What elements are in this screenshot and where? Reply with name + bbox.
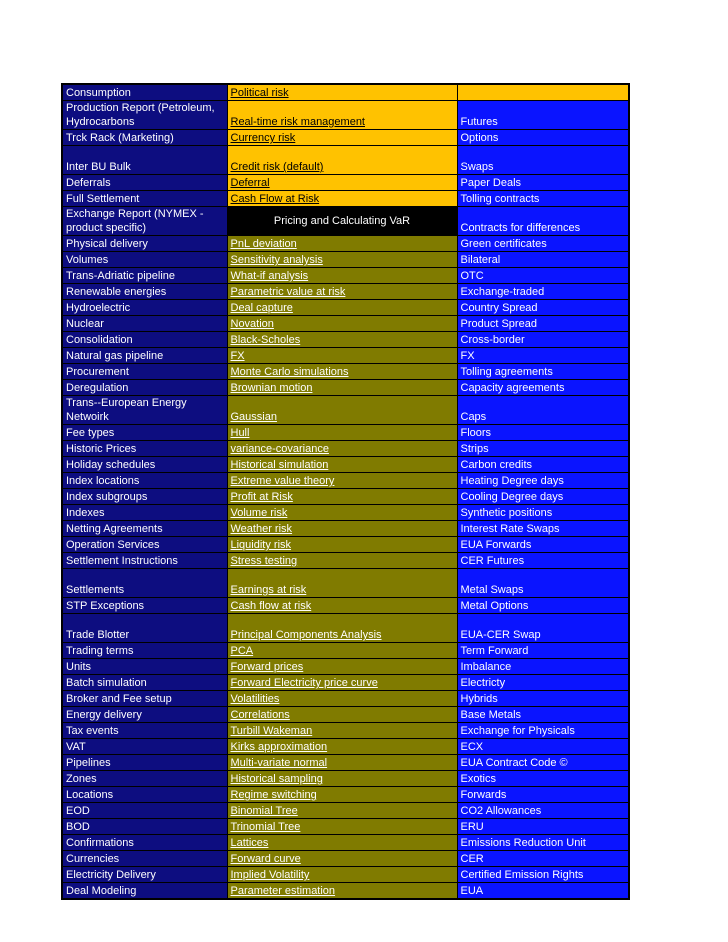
cell-col-a: Energy delivery [62,707,227,723]
cell-col-c: Metal Swaps [457,569,629,598]
cell-col-c: Synthetic positions [457,505,629,521]
cell-col-c: Swaps [457,146,629,175]
cell-col-a: Deal Modeling [62,883,227,900]
table-row [62,787,629,803]
cell-col-c: OTC [457,268,629,284]
cell-col-b: Forward Electricity price curve [227,675,457,691]
cell-col-c: Bilateral [457,252,629,268]
cell-col-c: Capacity agreements [457,380,629,396]
cell-col-b: Deal capture [227,300,457,316]
cell-col-b: Cash flow at risk [227,598,457,614]
cell-col-c [457,84,629,101]
cell-col-c: Carbon credits [457,457,629,473]
cell-col-b: Gaussian [227,396,457,425]
cell-col-a: Exchange Report (NYMEX - product specific) [62,207,227,236]
table-row [62,316,629,332]
table-row [62,364,629,380]
cell-col-b: Monte Carlo simulations [227,364,457,380]
table-row [62,553,629,569]
cell-col-b: Political risk [227,84,457,101]
table-row [62,867,629,883]
table-row [62,425,629,441]
table-row [62,101,629,130]
cell-col-a: Index locations [62,473,227,489]
cell-col-b: PCA [227,643,457,659]
table-row [62,268,629,284]
cell-col-a: Inter BU Bulk [62,146,227,175]
cell-col-b: Liquidity risk [227,537,457,553]
cell-col-b: Stress testing [227,553,457,569]
cell-col-a: Batch simulation [62,675,227,691]
cell-col-b: Correlations [227,707,457,723]
cell-col-c: Exotics [457,771,629,787]
cell-col-b: Deferral [227,175,457,191]
table-row [62,707,629,723]
cell-col-c: Imbalance [457,659,629,675]
cell-col-c: ECX [457,739,629,755]
cell-col-c: Cooling Degree days [457,489,629,505]
header-cell: Pricing and Calculating VaR [227,207,457,236]
cell-col-b: Forward curve [227,851,457,867]
cell-col-b: Novation [227,316,457,332]
table-row [62,659,629,675]
cell-col-a: Nuclear [62,316,227,332]
table-row [62,175,629,191]
table-row [62,380,629,396]
cell-col-c: Product Spread [457,316,629,332]
cell-col-b: Forward prices [227,659,457,675]
cell-col-c: Strips [457,441,629,457]
cell-col-c: CO2 Allowances [457,803,629,819]
cell-col-b: FX [227,348,457,364]
cell-col-c: EUA Contract Code © [457,755,629,771]
table-row [62,300,629,316]
table-row [62,473,629,489]
cell-col-b: Brownian motion [227,380,457,396]
cell-col-a: Physical delivery [62,236,227,252]
cell-col-c: Paper Deals [457,175,629,191]
cell-col-a: Renewable energies [62,284,227,300]
table-row [62,521,629,537]
cell-col-a: Consumption [62,84,227,101]
table-row [62,457,629,473]
cell-col-c: EUA [457,883,629,900]
cell-col-a: Settlements [62,569,227,598]
cell-col-b: Trinomial Tree [227,819,457,835]
cell-col-a: Natural gas pipeline [62,348,227,364]
cell-col-a: Trck Rack (Marketing) [62,130,227,146]
table-row [62,691,629,707]
table-row [62,348,629,364]
cell-col-a: Trans-Adriatic pipeline [62,268,227,284]
cell-col-b: Implied Volatility [227,867,457,883]
table-row [62,284,629,300]
cell-col-a: Holiday schedules [62,457,227,473]
cell-col-b: Black-Scholes [227,332,457,348]
table-row [62,537,629,553]
table-row [62,851,629,867]
cell-col-c: ERU [457,819,629,835]
table-row [62,755,629,771]
cell-col-c: Floors [457,425,629,441]
cell-col-b: Kirks approximation [227,739,457,755]
cell-col-b: Volume risk [227,505,457,521]
cell-col-a: Hydroelectric [62,300,227,316]
cell-col-b: Volatilities [227,691,457,707]
cell-col-a: Historic Prices [62,441,227,457]
cell-col-a: Volumes [62,252,227,268]
cell-col-a: Netting Agreements [62,521,227,537]
table-row [62,723,629,739]
cell-col-c: Metal Options [457,598,629,614]
table-row [62,489,629,505]
cell-col-c: Term Forward [457,643,629,659]
cell-col-b: What-if analysis [227,268,457,284]
cell-col-a: Fee types [62,425,227,441]
cell-col-c: EUA Forwards [457,537,629,553]
cell-col-a: Procurement [62,364,227,380]
table-row [62,252,629,268]
cell-col-b: Historical simulation [227,457,457,473]
cell-col-b: Earnings at risk [227,569,457,598]
table-row [62,643,629,659]
cell-col-b: Profit at Risk [227,489,457,505]
table-row [62,396,629,425]
cell-col-c: Green certificates [457,236,629,252]
cell-col-c: Heating Degree days [457,473,629,489]
table-row [62,739,629,755]
cell-col-a: BOD [62,819,227,835]
cell-col-a: Pipelines [62,755,227,771]
cell-col-c: Electricty [457,675,629,691]
table-row [62,441,629,457]
cell-col-b: Currency risk [227,130,457,146]
cell-col-b: Credit risk (default) [227,146,457,175]
table-row [62,505,629,521]
cell-col-a: Index subgroups [62,489,227,505]
cell-col-b: Hull [227,425,457,441]
table-row [62,207,629,236]
cell-col-c: Tolling contracts [457,191,629,207]
cell-col-b: PnL deviation [227,236,457,252]
table-row [62,598,629,614]
table-row [62,569,629,598]
cell-col-a: Tax events [62,723,227,739]
cell-col-a: Indexes [62,505,227,521]
cell-col-c: Options [457,130,629,146]
cell-col-b: Parametric value at risk [227,284,457,300]
spreadsheet-body [62,84,629,899]
cell-col-c: Certified Emission Rights [457,867,629,883]
cell-col-c: Forwards [457,787,629,803]
table-row [62,803,629,819]
cell-col-b: Regime switching [227,787,457,803]
cell-col-c: CER Futures [457,553,629,569]
cell-col-c: Cross-border [457,332,629,348]
cell-col-b: Sensitivity analysis [227,252,457,268]
cell-col-a: Currencies [62,851,227,867]
cell-col-a: VAT [62,739,227,755]
cell-col-a: Deregulation [62,380,227,396]
cell-col-b: Real-time risk management [227,101,457,130]
table-row [62,146,629,175]
cell-col-a: Deferrals [62,175,227,191]
cell-col-a: Trade Blotter [62,614,227,643]
cell-col-a: Full Settlement [62,191,227,207]
cell-col-b: Lattices [227,835,457,851]
cell-col-c: Futures [457,101,629,130]
table-row [62,84,629,101]
cell-col-b: Principal Components Analysis [227,614,457,643]
cell-col-a: STP Exceptions [62,598,227,614]
cell-col-b: Turbill Wakeman [227,723,457,739]
cell-col-a: Electricity Delivery [62,867,227,883]
cell-col-a: Locations [62,787,227,803]
table-row [62,614,629,643]
table-row [62,771,629,787]
cell-col-c: FX [457,348,629,364]
table-row [62,332,629,348]
cell-col-a: Trans--European Energy Netwoirk [62,396,227,425]
cell-col-c: Emissions Reduction Unit [457,835,629,851]
cell-col-b: Parameter estimation [227,883,457,900]
cell-col-b: Weather risk [227,521,457,537]
cell-col-b: Binomial Tree [227,803,457,819]
cell-col-a: Operation Services [62,537,227,553]
cell-col-c: Base Metals [457,707,629,723]
cell-col-a: Trading terms [62,643,227,659]
cell-col-b: Extreme value theory [227,473,457,489]
cell-col-a: Settlement Instructions [62,553,227,569]
cell-col-b: Historical sampling [227,771,457,787]
table-row [62,819,629,835]
table-row [62,130,629,146]
cell-col-c: Contracts for differences [457,207,629,236]
cell-col-a: Broker and Fee setup [62,691,227,707]
cell-col-b: Multi-variate normal [227,755,457,771]
cell-col-a: Units [62,659,227,675]
cell-col-c: EUA-CER Swap [457,614,629,643]
cell-col-b: variance-covariance [227,441,457,457]
cell-col-a: Confirmations [62,835,227,851]
cell-col-c: Exchange-traded [457,284,629,300]
cell-col-a: Zones [62,771,227,787]
table-row [62,675,629,691]
cell-col-c: CER [457,851,629,867]
cell-col-a: Consolidation [62,332,227,348]
cell-col-c: Hybrids [457,691,629,707]
table-row [62,883,629,900]
spreadsheet-table [61,83,630,900]
cell-col-a: Production Report (Petroleum, Hydrocarbons [62,101,227,130]
cell-col-c: Tolling agreements [457,364,629,380]
cell-col-c: Exchange for Physicals [457,723,629,739]
cell-col-c: Interest Rate Swaps [457,521,629,537]
cell-col-c: Caps [457,396,629,425]
cell-col-a: EOD [62,803,227,819]
cell-col-c: Country Spread [457,300,629,316]
table-row [62,191,629,207]
table-row [62,835,629,851]
cell-col-b: Cash Flow at Risk [227,191,457,207]
table-row [62,236,629,252]
